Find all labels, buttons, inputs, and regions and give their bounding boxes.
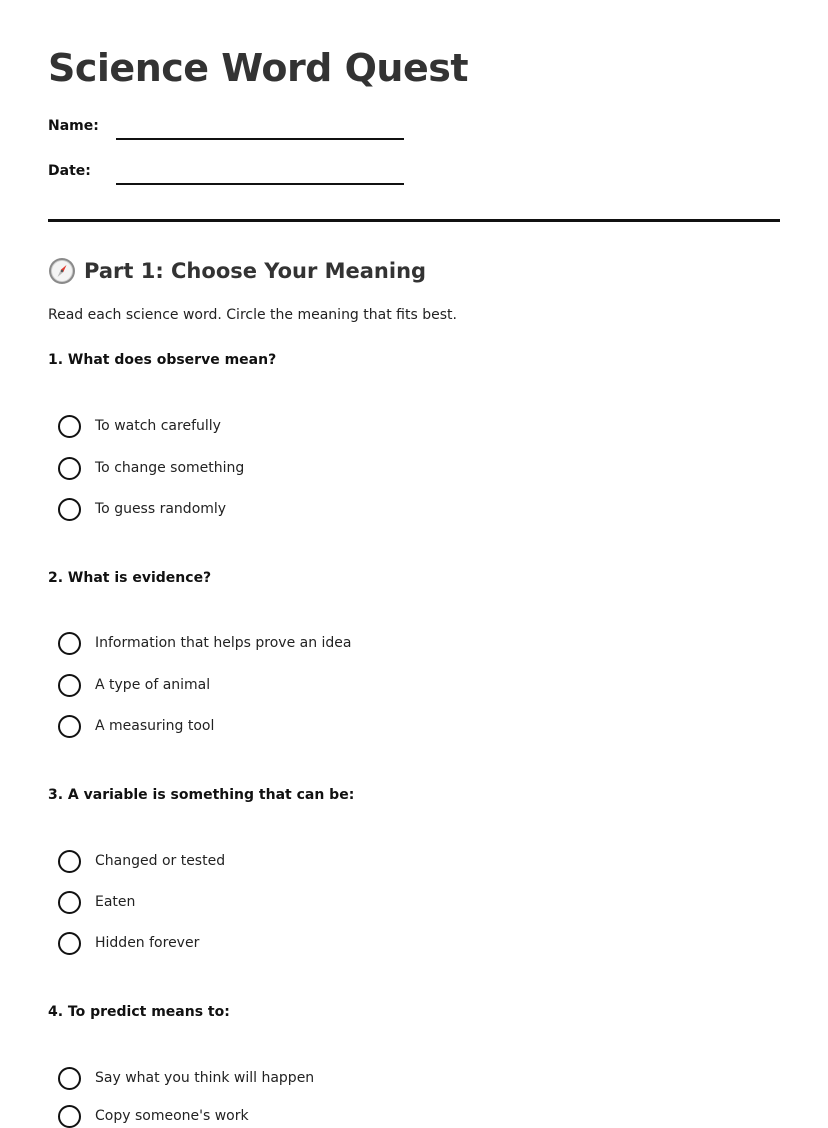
option-2b[interactable] <box>58 673 210 697</box>
name-blank-line[interactable] <box>116 138 404 140</box>
radio-circle[interactable] <box>58 674 81 697</box>
option-3b[interactable] <box>58 890 135 914</box>
instructions-text: Read each science word. Circle the meaning that fits best. <box>48 307 457 323</box>
option-text: Changed or tested <box>95 853 226 869</box>
radio-circle[interactable] <box>58 498 81 521</box>
option-4b[interactable] <box>58 1104 249 1128</box>
option-text: To guess randomly <box>95 501 227 517</box>
name-field[interactable] <box>48 118 408 148</box>
question-2: 2. What is evidence? <box>48 570 212 586</box>
radio-circle[interactable] <box>58 891 81 914</box>
option-text: Eaten <box>95 894 136 910</box>
question-3: 3. A variable is something that can be: <box>48 787 355 803</box>
radio-circle[interactable] <box>58 1105 81 1128</box>
compass-icon <box>48 257 76 285</box>
option-text: Hidden forever <box>95 935 200 951</box>
option-4a[interactable] <box>58 1066 314 1090</box>
radio-circle[interactable] <box>58 715 81 738</box>
option-2a[interactable] <box>58 631 352 655</box>
option-3a[interactable] <box>58 849 225 873</box>
option-1c[interactable] <box>58 497 226 521</box>
radio-circle[interactable] <box>58 632 81 655</box>
option-1a[interactable] <box>58 414 221 438</box>
radio-circle[interactable] <box>58 850 81 873</box>
option-text: To change something <box>95 460 245 476</box>
option-text: Say what you think will happen <box>95 1070 315 1086</box>
date-field[interactable] <box>48 163 408 193</box>
option-text: Copy someone's work <box>95 1108 249 1124</box>
date-blank-line[interactable] <box>116 183 404 185</box>
radio-circle[interactable] <box>58 415 81 438</box>
option-3c[interactable] <box>58 931 199 955</box>
option-text: A measuring tool <box>95 718 215 734</box>
header-divider <box>48 219 780 222</box>
option-1b[interactable] <box>58 456 244 480</box>
option-text: To watch carefully <box>95 418 221 434</box>
date-label: Date: <box>48 163 91 179</box>
option-2c[interactable] <box>58 714 214 738</box>
radio-circle[interactable] <box>58 1067 81 1090</box>
section-heading <box>48 257 426 285</box>
radio-circle[interactable] <box>58 932 81 955</box>
question-4: 4. To predict means to: <box>48 1004 230 1020</box>
radio-circle[interactable] <box>58 457 81 480</box>
page-title: Science Word Quest <box>48 46 469 90</box>
name-label: Name: <box>48 118 99 134</box>
option-text: Information that helps prove an idea <box>95 635 352 651</box>
option-text: A type of animal <box>95 677 211 693</box>
question-1: 1. What does observe mean? <box>48 352 277 368</box>
section-heading-text: Part 1: Choose Your Meaning <box>84 259 427 283</box>
